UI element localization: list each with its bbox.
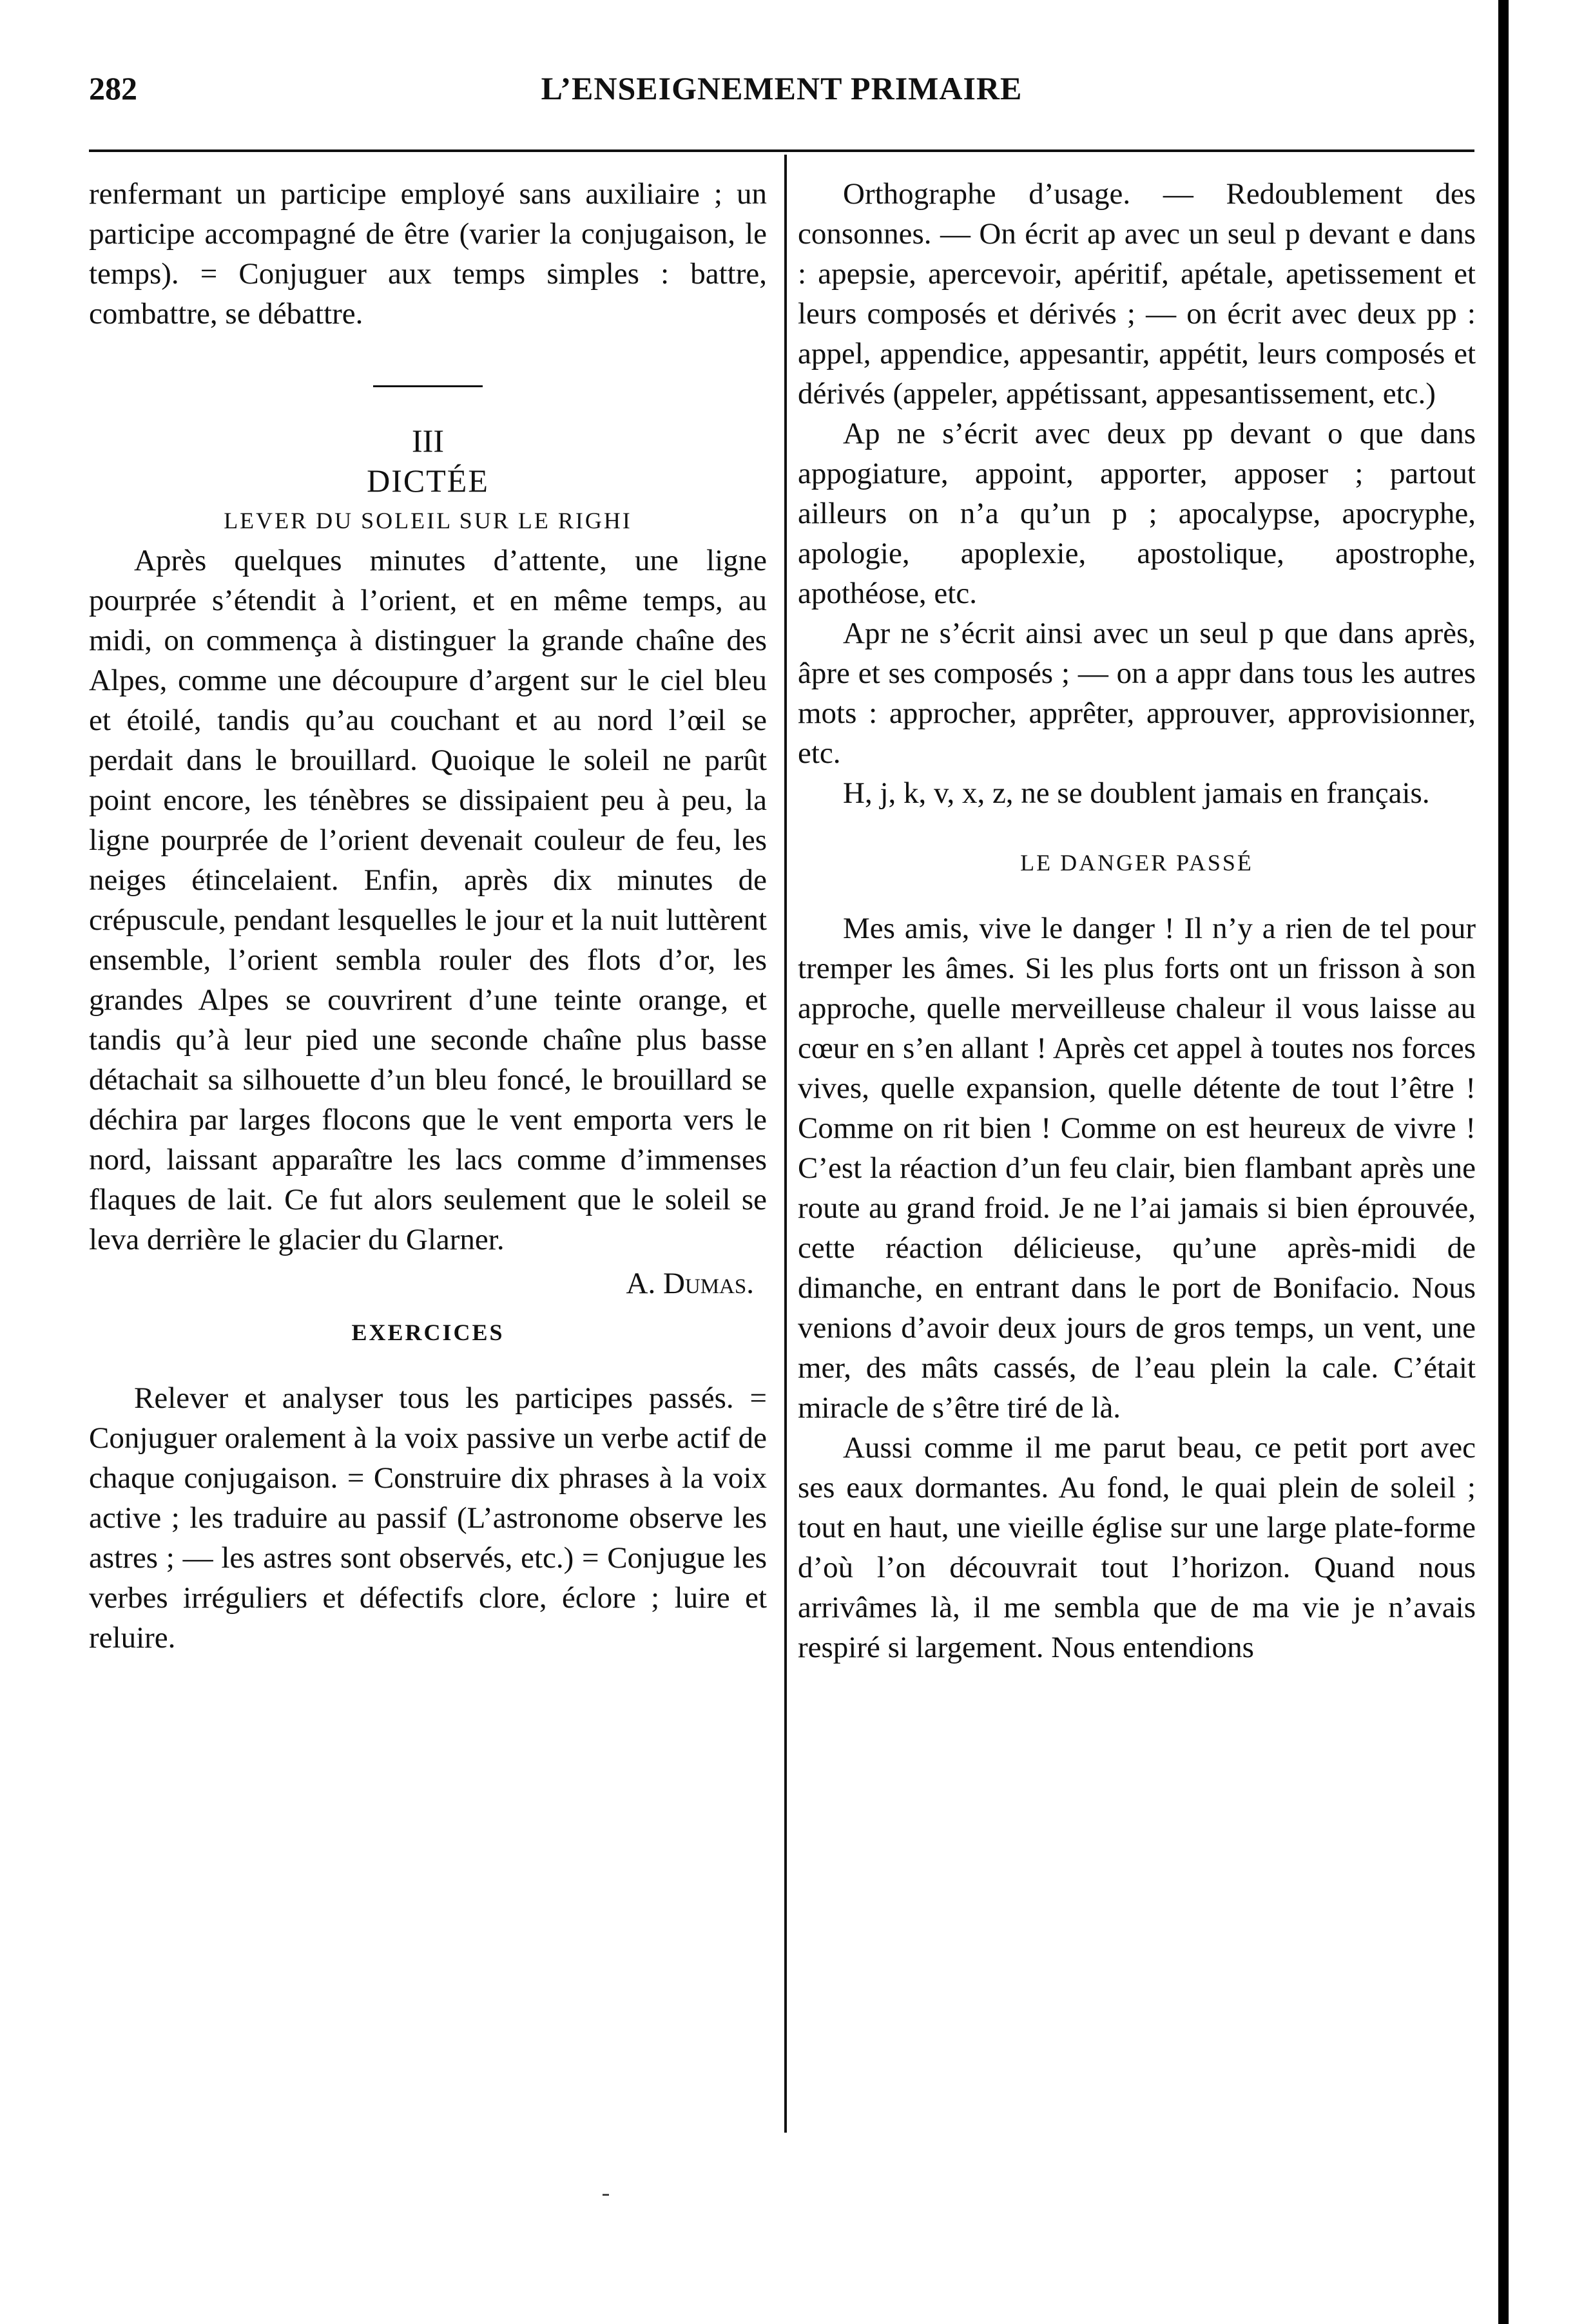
page-edge-rule <box>1498 0 1509 2324</box>
dictation-text: Après quelques minutes d’attente, une ligne pourprée s’étendit à l’orient, et en même temps, au midi, on commença à distinguer la grande chaîne des Alpes, comme une découpure d’argent sur le ciel bleu et étoilé, tandis qu’au couchant et au nord l’œil se perdait dans le brouillard. Quoique le soleil ne parût point encore, les ténèbres se dissipaient peu à peu, la ligne pourprée de l’orient devenait couleur de feu, les neiges étincelaient. Enfin, après dix minutes de crépuscule, pendant lesquelles le jour et la nuit luttèrent ensemble, l’orient sembla rouler des flots d’or, les grandes Alpes se couvrirent d’une teinte orange, et tandis qu’à leur pied une seconde chaîne plus basse détachait sa silhouette d’un bleu foncé, le brouillard se déchira par larges flocons que le vent emporta vers le nord, laissant apparaître les lacs comme d’immenses flaques de lait. Ce fut alors seulement que le soleil se leva derrière le glacier du Glarner. <box>89 544 767 1256</box>
orthography-paragraph-1: Orthographe d’usage. — Redoublement des consonnes. — On écrit ap avec un seul p devant e dans : apepsie, apercevoir, apéritif, apétale, apetissement et leurs composés et dérivés ; — on écrit avec deux pp : appel, appendice, appesantir, appétit, leurs composés et dérivés (appeler, appétissant, appesantissement, etc.) <box>798 177 1476 410</box>
section-number: III <box>412 423 444 459</box>
page-number: 282 <box>89 70 137 106</box>
reading-title: LE DANGER PASSÉ <box>1020 850 1253 876</box>
orthography-paragraph-3: Apr ne s’écrit ainsi avec un seul p que dans après, âpre et ses composés ; — on a appr dans tous les autres mots : approcher, apprêter, approuver, approvisionner, etc. <box>798 617 1476 770</box>
reading-paragraph-1: Mes amis, vive le danger ! Il n’y a rien de tel pour tremper les âmes. Si les plus forts ont un frisson à son approche, quelle merveilleuse chaleur il vous laisse au cœur en s’en allant ! Après cet appel à toutes nos forces vives, quelle expansion, quelle détente de tout l’être ! Comme on rit bien ! Comme on est heureux de vivre ! C’est la réaction d’un feu clair, bien flambant après une route au grand froid. Je ne l’ai jamais si bien éprouvée, cette réaction délicieuse, qu’une après-midi de dimanche, en entrant dans le port de Bonifacio. Nous venions d’avoir deux jours de gros temps, un vent, une mer, des mâts cassés, de l’eau plein la cale. C’était miracle de s’être tiré de là. <box>798 912 1476 1425</box>
left-column <box>89 174 767 1658</box>
footer-mark <box>603 2194 609 2196</box>
orthography-paragraph-2: Ap ne s’écrit avec deux pp devant o que dans appogiature, appoint, apporter, apposer ; partout ailleurs on n’a qu’un p ; apocalypse, apocryphe, apologie, apoplexie, apostolique, apostrophe, apothéose, etc. <box>798 417 1476 610</box>
right-column <box>798 174 1476 1667</box>
running-title: L’ENSEIGNEMENT PRIMAIRE <box>541 70 1023 106</box>
exercises-text: Relever et analyser tous les participes passés. = Conjuguer oralement à la voix passive un verbe actif de chaque conjugaison. = Construire dix phrases à la voix active ; les traduire au passif (L’astronome observe les astres ; — les astres sont observés, etc.) = Conjugue les verbes irréguliers et défectifs clore, éclore ; luire et reluire. <box>89 1381 767 1655</box>
section-separator <box>373 385 483 387</box>
dictation-title: LEVER DU SOLEIL SUR LE RIGHI <box>224 508 632 533</box>
section-title: DICTÉE <box>367 463 489 499</box>
page-header <box>89 70 1474 121</box>
column-divider <box>784 155 787 2133</box>
header-rule <box>89 149 1474 152</box>
orthography-paragraph-4: H, j, k, v, x, z, ne se doublent jamais en français. <box>843 776 1430 810</box>
exercises-title: EXERCICES <box>351 1320 505 1345</box>
reading-paragraph-2: Aussi comme il me parut beau, ce petit port avec ses eaux dormantes. Au fond, le quai plein de soleil ; tout en haut, une vieille église sur une large plate-forme d’où l’on découvrait tout l’horizon. Quand nous arrivâmes là, il me sembla que de ma vie je n’avais respiré si largement. Nous entendions <box>798 1431 1476 1664</box>
author: A. Dumas. <box>626 1267 754 1300</box>
intro-text: renfermant un participe employé sans auxiliaire ; un participe accompagné de être (varier la conjugaison, le temps). = Conjuguer aux temps simples : battre, combattre, se débattre. <box>89 177 767 331</box>
